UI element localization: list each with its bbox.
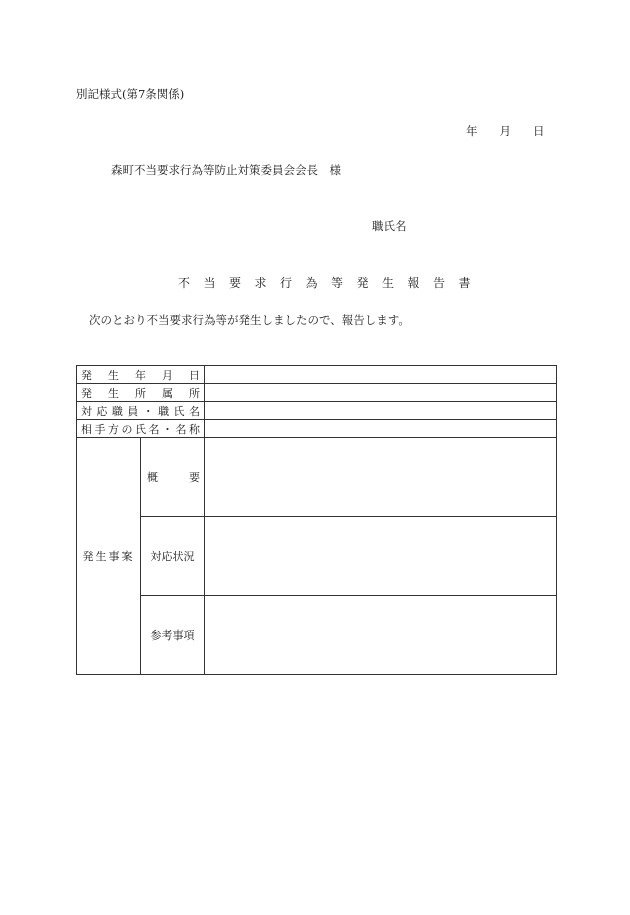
table-row-response bbox=[77, 517, 557, 596]
date-year-label: 年 bbox=[466, 124, 478, 138]
form-label: 別記様式(第7条関係) bbox=[76, 87, 185, 101]
label-responding-staff: 対 応 職 員 ・ 職 氏 名 bbox=[77, 402, 205, 420]
label-other-party: 相 手 方 の 氏 名 ・ 名 称 bbox=[77, 420, 205, 438]
occurrence-date-field[interactable] bbox=[205, 366, 557, 384]
intro-text: 次のとおり不当要求行為等が発生しましたので、報告します。 bbox=[89, 313, 410, 327]
report-table bbox=[76, 365, 557, 675]
response-status-field[interactable] bbox=[205, 517, 557, 596]
document-title: 不当要求行為等発生報告書 bbox=[178, 276, 485, 290]
date-day-label: 日 bbox=[533, 124, 545, 138]
label-occurrence-date: 発 生 年 月 日 bbox=[77, 366, 205, 384]
addressee: 森町不当要求行為等防止対策委員会会長 様 bbox=[111, 163, 341, 177]
reference-field[interactable] bbox=[205, 596, 557, 675]
table-row-staff bbox=[77, 402, 557, 420]
label-reference: 参考事項 bbox=[141, 596, 205, 675]
label-incident: 発生事案 bbox=[77, 438, 141, 675]
table-row-other-party bbox=[77, 420, 557, 438]
table-row-summary bbox=[77, 438, 557, 517]
date-line bbox=[466, 123, 545, 139]
label-response-status: 対応状況 bbox=[141, 517, 205, 596]
table-row-reference bbox=[77, 596, 557, 675]
date-month-label: 月 bbox=[499, 124, 511, 138]
table-row-date bbox=[77, 366, 557, 384]
responding-staff-field[interactable] bbox=[205, 402, 557, 420]
label-summary: 概 要 bbox=[141, 438, 205, 517]
occurrence-department-field[interactable] bbox=[205, 384, 557, 402]
table-row-department bbox=[77, 384, 557, 402]
other-party-field[interactable] bbox=[205, 420, 557, 438]
sender-name-label: 職氏名 bbox=[372, 219, 407, 233]
summary-field[interactable] bbox=[205, 438, 557, 517]
label-occurrence-department: 発 生 所 属 所 bbox=[77, 384, 205, 402]
